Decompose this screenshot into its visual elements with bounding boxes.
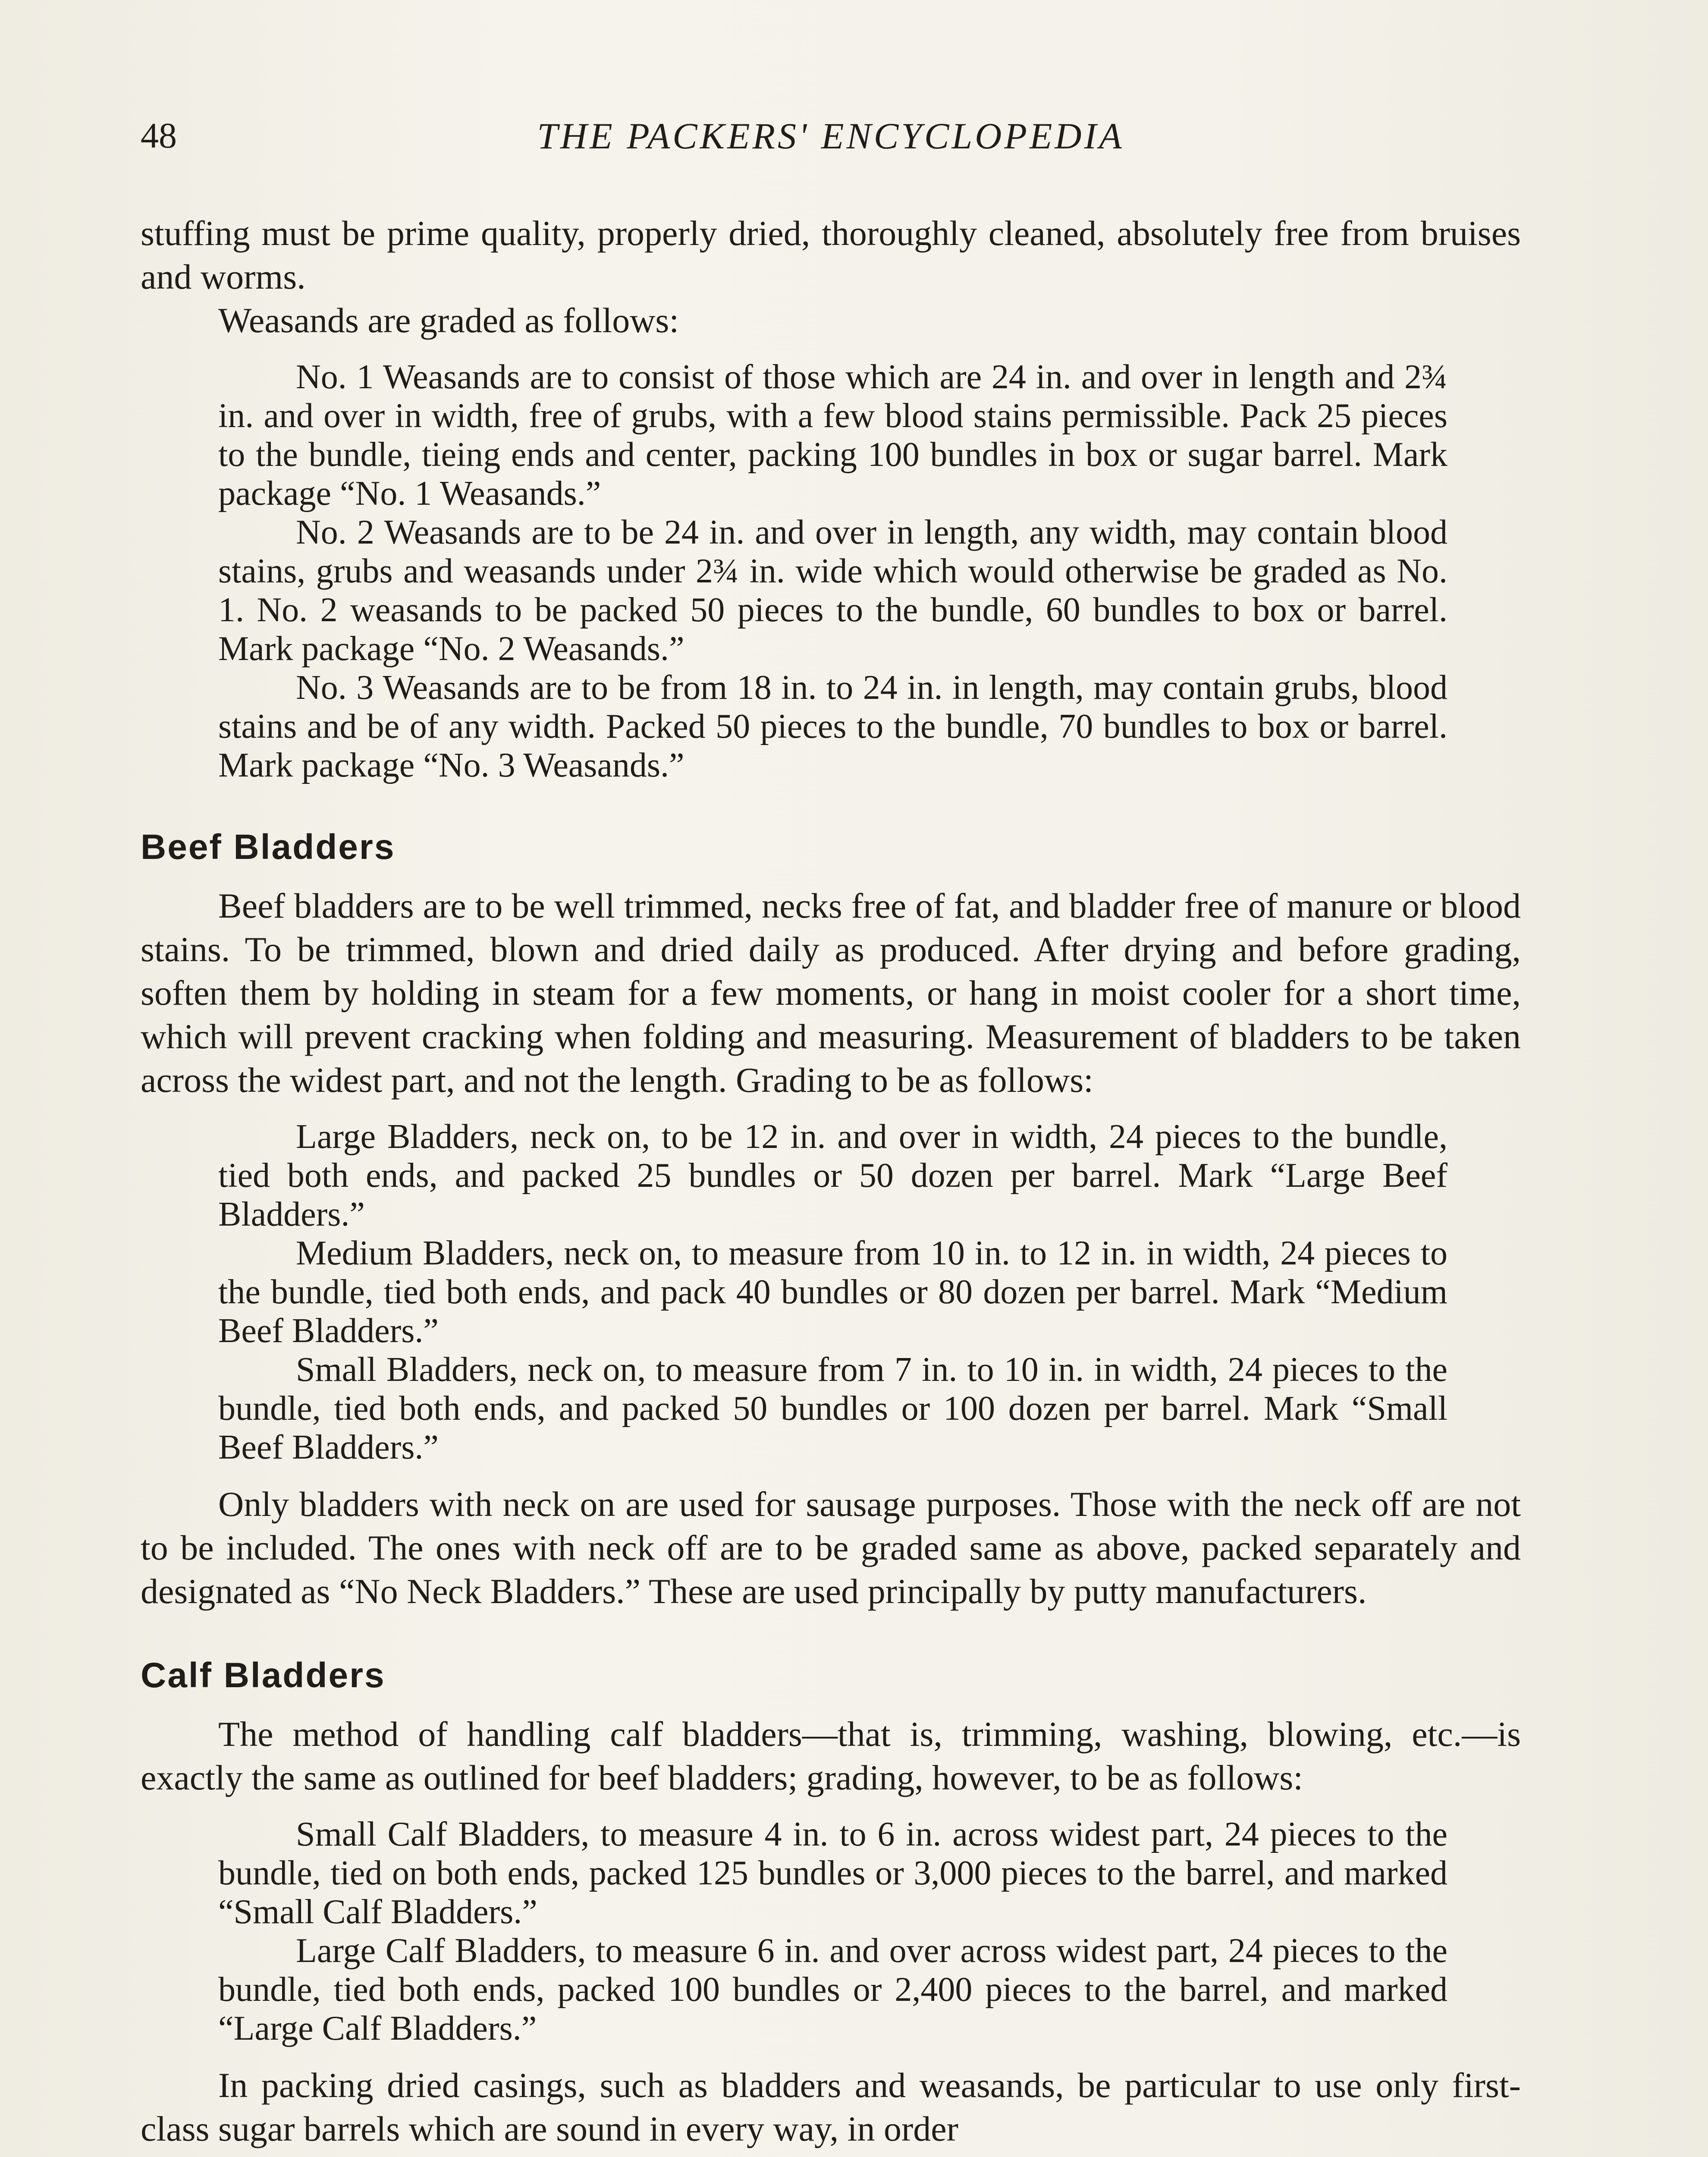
weasands-grades [218,358,1447,785]
closing-paragraph: In packing dried casings, such as bladders and weasands, be particular to use only first-class sugar barrels which are sound in every way, in order [141,2066,1521,2148]
beef-bladder-grades [218,1117,1447,1467]
running-title: THE PACKERS' ENCYCLOPEDIA [537,115,1124,157]
calf-bladders-heading: Calf Bladders [141,1656,386,1695]
page-header [141,112,1521,160]
intro-paragraph: stuffing must be prime quality, properly dried, thoroughly cleaned, absolutely free from bruises and worms. [141,214,1521,296]
beef-grade-large: Large Bladders, neck on, to be 12 in. and over in width, 24 pieces to the bundle, tied both ends, and packed 25 bundles or 50 dozen per barrel. Mark “Large Beef Bladders.” [218,1118,1447,1233]
weasand-grade-2: No. 2 Weasands are to be 24 in. and over in length, any width, may contain blood stains, grubs and weasands under 2¾ in. wide which would otherwise be graded as No. 1. No. 2 weasands to be packed 50 pieces to the bundle, 60 bundles to box or barrel. Mark package “No. 2 Weasands.” [218,513,1447,668]
weasand-grade-1: No. 1 Weasands are to consist of those which are 24 in. and over in length and 2¾ in. and over in width, free of grubs, with a few blood stains permissible. Pack 25 pieces to the bundle, tieing ends and center, packing 100 bundles in box or sugar barrel. Mark package “No. 1 Weasands.” [218,358,1447,513]
beef-grade-small: Small Bladders, neck on, to measure from 7 in. to 10 in. in width, 24 pieces to the bundle, tied both ends, and packed 50 bundles or 100 dozen per barrel. Mark “Small Beef Bladders.” [218,1351,1447,1466]
calf-grade-large: Large Calf Bladders, to measure 6 in. and over across widest part, 24 pieces to the bundle, tied both ends, packed 100 bundles or 2,400 pieces to the barrel, and marked “Large Calf Bladders.” [218,1932,1447,2047]
beef-bladders-outro: Only bladders with neck on are used for sausage purposes. Those with the neck off are not to be included. The ones with neck off are to be graded same as above, packed separately and designated as “No Neck Bladders.” These are used principally by putty manufacturers. [141,1484,1521,1611]
beef-grade-medium: Medium Bladders, neck on, to measure from 10 in. to 12 in. in width, 24 pieces to the bundle, tied both ends, and pack 40 bundles or 80 dozen per barrel. Mark “Medium Beef Bladders.” [218,1234,1447,1350]
page-number: 48 [141,116,177,156]
page-body [141,211,1521,2151]
weasands-grading-intro: Weasands are graded as follows: [218,301,679,340]
calf-bladders-intro: The method of handling calf bladders—that is, trimming, washing, blowing, etc.—is exactly the same as outlined for beef bladders; grading, however, to be as follows: [141,1714,1521,1797]
calf-grade-small: Small Calf Bladders, to measure 4 in. to 6 in. across widest part, 24 pieces to the bundle, tied on both ends, packed 125 bundles or 3,000 pieces to the barrel, and marked “Small Calf Bladders.” [218,1815,1447,1931]
weasand-grade-3: No. 3 Weasands are to be from 18 in. to 24 in. in length, may contain grubs, blood stains and be of any width. Packed 50 pieces to the bundle, 70 bundles to box or barrel. Mark package “No. 3 Weasands.” [218,669,1447,784]
beef-bladders-heading: Beef Bladders [141,827,396,867]
calf-bladder-grades [218,1815,1447,2048]
beef-bladders-intro: Beef bladders are to be well trimmed, necks free of fat, and bladder free of manure or blood stains. To be trimmed, blown and dried daily as produced. After drying and before grading, soften them by holding in steam for a few moments, or hang in moist cooler for a short time, which will prevent cracking when folding and measuring. Measurement of bladders to be taken across the widest part, and not the length. Grading to be as follows: [141,886,1521,1100]
